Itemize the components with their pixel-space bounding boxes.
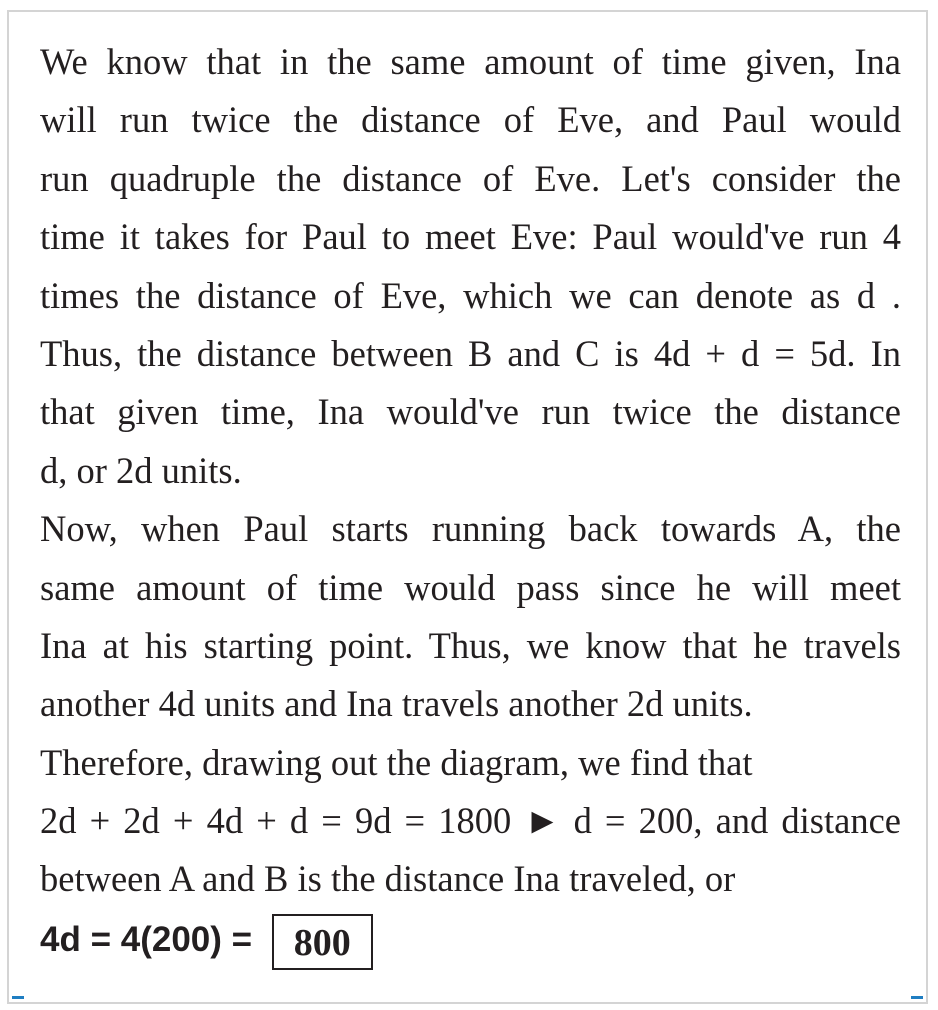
text-line-13: Therefore, drawing out the diagram, we find that	[40, 741, 753, 783]
final-expression: 4d = 4(200) =	[40, 919, 262, 959]
text-line-8: d, or 2d units.	[40, 449, 242, 491]
text-line-4: time it takes for Paul to meet Eve: Paul would've run 4	[40, 216, 901, 258]
final-answer-line	[40, 909, 901, 971]
text-line-2: will run twice the distance of Eve, and Paul would	[40, 99, 901, 141]
text-line-14: 2d + 2d + 4d + d = 9d = 1800 ► d = 200, and distance	[40, 800, 901, 842]
frame-corner-left	[12, 996, 24, 999]
text-line-7: that given time, Ina would've run twice the distance	[40, 391, 901, 433]
text-line-6: Thus, the distance between B and C is 4d + d = 5d. In	[40, 332, 901, 374]
text-line-11: Ina at his starting point. Thus, we know that he travels	[40, 624, 901, 666]
text-line-12: another 4d units and Ina travels another 2d units.	[40, 683, 753, 725]
solution-text	[40, 33, 901, 971]
text-line-3: run quadruple the distance of Eve. Let's consider the	[40, 157, 901, 199]
text-line-15: between A and B is the distance Ina traveled, or	[40, 858, 736, 900]
text-line-10: same amount of time would pass since he will meet	[40, 566, 901, 608]
text-line-1: We know that in the same amount of time given, Ina	[40, 41, 901, 82]
frame-corner-right	[911, 996, 923, 999]
text-line-9: Now, when Paul starts running back towards A, the	[40, 508, 901, 550]
text-line-5: times the distance of Eve, which we can denote as d .	[40, 274, 901, 316]
answer-box: 800	[272, 914, 373, 970]
